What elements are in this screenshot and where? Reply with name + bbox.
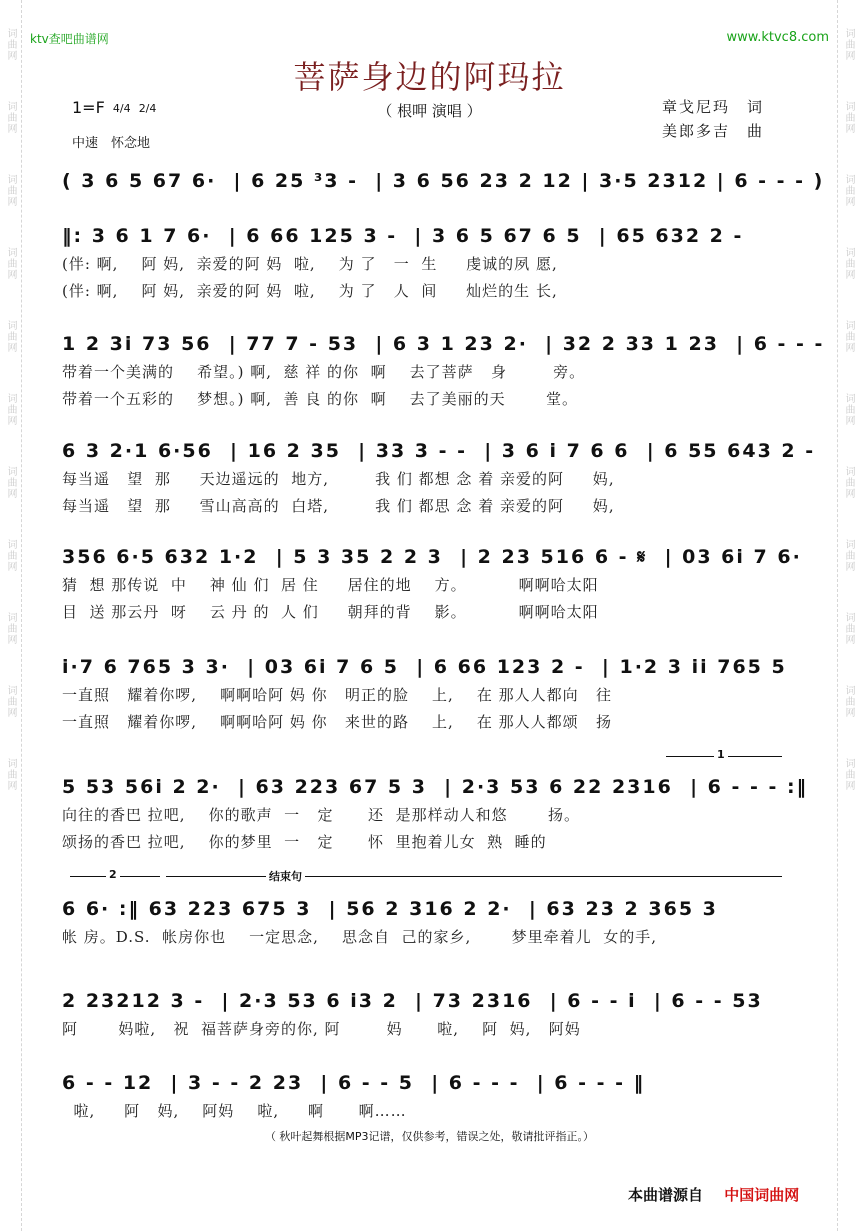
- time-signature-b: 2/4: [138, 102, 157, 115]
- watermark-text: 词曲网: [843, 101, 854, 134]
- watermark-text: 词曲网: [843, 539, 854, 572]
- lyrics-verse-2: 颂扬的香巴 拉吧, 你的梦里 一 定 怀 里抱着儿女 熟 睡的: [62, 833, 547, 851]
- watermark-text: 词曲网: [5, 28, 16, 61]
- lyrics-verse-2: 目 送 那云丹 呀 云 丹 的 人 们 朝拜的背 影。 啊啊哈太阳: [62, 603, 599, 621]
- notation-line: 5 53 56i 2 2· | 63 223 67 5 3 | 2·3 53 6 22 2316 | 6 - - - :‖: [62, 776, 809, 798]
- lyrics-verse-2: 一直照 耀着你啰, 啊啊哈阿 妈 你 来世的路 上, 在 那人人都颂 扬: [62, 713, 612, 731]
- watermark-text: 词曲网: [5, 101, 16, 134]
- watermark-text: 词曲网: [843, 393, 854, 426]
- song-title: 菩萨身边的阿玛拉: [293, 58, 566, 96]
- watermark-text: 词曲网: [5, 247, 16, 280]
- score-row-7: [62, 748, 809, 852]
- site-link-left[interactable]: ktv查吧曲谱网: [30, 32, 109, 46]
- tempo-marking: 中速 怀念地: [72, 136, 151, 151]
- lyrics-verse-1: 带着一个美满的 希望。) 啊, 慈 祥 的你 啊 去了菩萨 身 旁。: [62, 363, 586, 381]
- score-row-4: [62, 440, 816, 516]
- watermark-text: 词曲网: [843, 320, 854, 353]
- lyrics-verse-1: 每当遥 望 那 天边遥远的 地方, 我 们 都想 念 着 亲爱的阿 妈,: [62, 470, 615, 488]
- score-row-9: [62, 990, 792, 1039]
- source-site-link[interactable]: 中国词曲网: [724, 1186, 800, 1204]
- notation-line: ‖: 3 6 1 7 6· | 6 66 125 3 - | 3 6 5 67 6 5 | 65 632 2 -: [62, 225, 744, 247]
- volta-number: 1: [714, 748, 728, 761]
- watermark-text: 词曲网: [5, 320, 16, 353]
- time-signature-a: 4/4: [112, 102, 131, 115]
- score-row-6: [62, 656, 792, 732]
- score-row-1: [62, 170, 825, 192]
- watermark-text: 词曲网: [843, 247, 854, 280]
- watermark-text: 词曲网: [5, 174, 16, 207]
- lyrics-verse-2: 每当遥 望 那 雪山高高的 白塔, 我 们 都思 念 着 亲爱的阿 妈,: [62, 497, 615, 515]
- lyrics-verse-1: (伴: 啊, 阿 妈, 亲爱的阿 妈 啦, 为 了 一 生 虔诚的夙 愿,: [62, 255, 558, 273]
- notation-line: 6 3 2·1 6·56 | 16 2 35 | 33 3 - - | 3 6 i 7 6 6 | 6 55 643 2 -: [62, 440, 816, 462]
- ending-phrase-label: 结束句: [266, 868, 305, 884]
- site-link-right[interactable]: www.ktvc8.com: [726, 30, 829, 45]
- score-row-2: [62, 225, 792, 301]
- lyrics-verse-1: 一直照 耀着你啰, 啊啊哈阿 妈 你 明正的脸 上, 在 那人人都向 往: [62, 686, 612, 704]
- watermark-text: 词曲网: [843, 174, 854, 207]
- composer-credit: 美郎多吉 曲: [662, 122, 765, 140]
- lyrics-verse-1: 啦, 阿 妈, 阿妈 啦, 啊 啊……: [62, 1102, 407, 1120]
- volta-first-ending: [666, 748, 782, 767]
- notation-line: 2 23212 3 - | 2·3 53 6 i3 2 | 73 2316 | 6 - - i | 6 - - 53: [62, 990, 763, 1012]
- source-label: 本曲谱源自: [628, 1186, 704, 1204]
- lyrics-verse-2: (伴: 啊, 阿 妈, 亲爱的阿 妈 啦, 为 了 人 间 灿烂的生 长,: [62, 282, 558, 300]
- score-row-3: [62, 333, 825, 409]
- score-row-5: [62, 546, 802, 622]
- watermark-text: 词曲网: [843, 612, 854, 645]
- watermark-text: 词曲网: [843, 758, 854, 791]
- watermark-text: 词曲网: [843, 466, 854, 499]
- watermark-text: 词曲网: [5, 393, 16, 426]
- notation-line: 356 6·5 632 1·2 | 5 3 35 2 2 3 | 2 23 516 6 - 𝄋 | 03 6i 7 6·: [62, 546, 802, 568]
- watermark-text: 词曲网: [5, 539, 16, 572]
- singer-credit: （ 根呷 演唱 ）: [377, 102, 482, 120]
- right-watermark-strip: [837, 0, 859, 1231]
- source-credit: [628, 1184, 799, 1205]
- lyrics-verse-2: 带着一个五彩的 梦想。) 啊, 善 良 的你 啊 去了美丽的天 堂。: [62, 390, 579, 408]
- score-row-10: [62, 1072, 792, 1121]
- watermark-text: 词曲网: [5, 758, 16, 791]
- watermark-text: 词曲网: [843, 28, 854, 61]
- watermark-text: 词曲网: [843, 685, 854, 718]
- volta-number: 2: [106, 868, 120, 881]
- volta-second-ending: [70, 868, 160, 887]
- lyrics-verse-1: 帐 房。D.S. 帐房你也 一定思念, 思念自 己的家乡, 梦里牵着儿 女的手,: [62, 928, 657, 946]
- score-row-8: [62, 868, 792, 947]
- transcription-note: （ 秋叶起舞根据MP3记谱，仅供参考，错误之处，敬请批评指正。）: [264, 1130, 595, 1143]
- key-label: 1=F: [72, 98, 105, 117]
- notation-line: 1 2 3i 73 56 | 77 7 - 53 | 6 3 1 23 2· | 32 2 33 1 23 | 6 - - -: [62, 333, 825, 355]
- ending-phrase-bracket: [166, 870, 782, 887]
- watermark-text: 词曲网: [5, 685, 16, 718]
- lyrics-verse-1: 向往的香巴 拉吧, 你的歌声 一 定 还 是那样动人和悠 扬。: [62, 806, 580, 824]
- notation-line: 6 - - 12 | 3 - - 2 23 | 6 - - 5 | 6 - - - | 6 - - - ‖: [62, 1072, 646, 1094]
- notation-line: 6 6· :‖ 63 223 675 3 | 56 2 316 2 2· | 63 23 2 365 3: [62, 898, 718, 920]
- lyricist-credit: 章戈尼玛 词: [662, 98, 765, 116]
- lyrics-verse-1: 猜 想 那传说 中 神 仙 们 居 住 居住的地 方。 啊啊哈太阳: [62, 576, 599, 594]
- notation-line: ( 3 6 5 67 6· | 6 25 ³3 - | 3 6 56 23 2 12 | 3·5 2312 | 6 - - - ): [62, 170, 825, 192]
- lyrics-verse-1: 阿 妈啦, 祝 福菩萨身旁的你, 阿 妈 啦, 阿 妈, 阿妈: [62, 1020, 581, 1038]
- watermark-text: 词曲网: [5, 466, 16, 499]
- key-signature: [72, 98, 156, 117]
- notation-line: i·7 6 765 3 3· | 03 6i 7 6 5 | 6 66 123 2 - | 1·2 3 ii 765 5: [62, 656, 787, 678]
- left-watermark-strip: [0, 0, 22, 1231]
- watermark-text: 词曲网: [5, 612, 16, 645]
